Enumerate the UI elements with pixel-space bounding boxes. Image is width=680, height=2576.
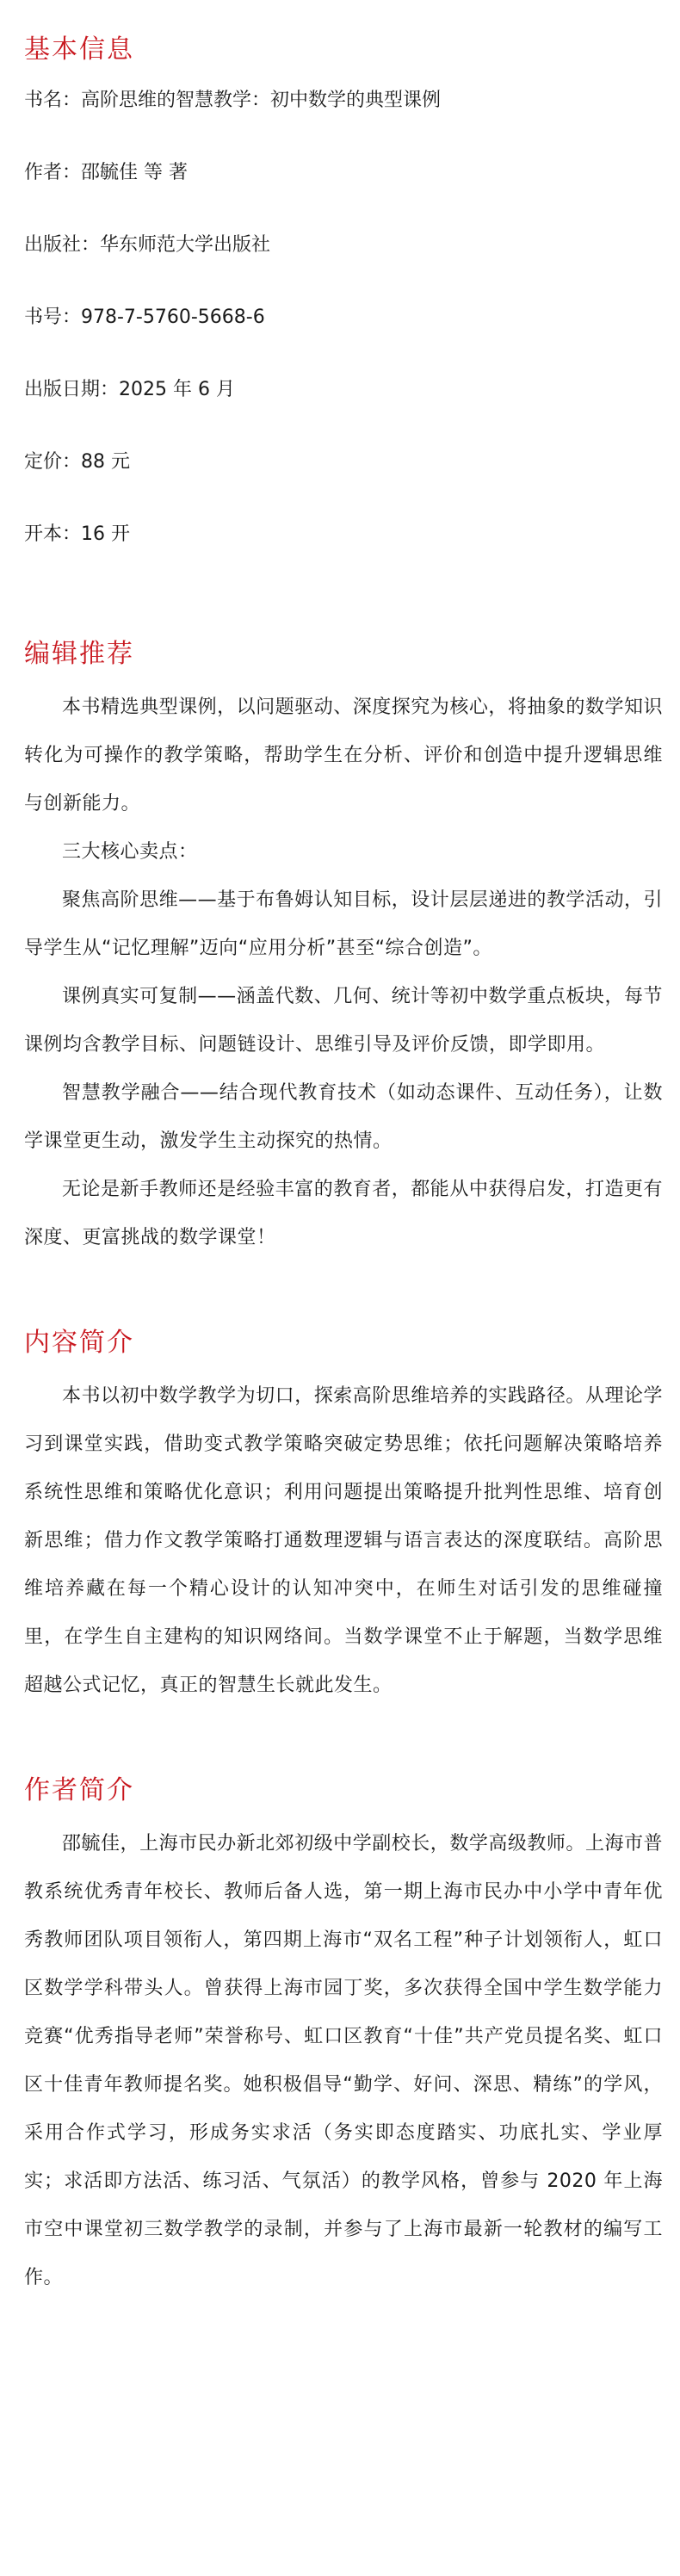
content-summary-body bbox=[24, 1372, 663, 1710]
editor-paragraph: 聚焦高阶思维——基于布鲁姆认知目标，设计层层递进的教学活动，引导学生从“记忆理解”迈向“应用分析”甚至“综合创造”。 bbox=[24, 889, 663, 959]
content-summary-section bbox=[24, 1326, 663, 1710]
editor-paragraph: 智慧教学融合——结合现代教育技术（如动态课件、互动任务），让数学课堂更生动，激发学生主动探究的热情。 bbox=[24, 1082, 663, 1152]
price-line: 定价：88 元 bbox=[24, 451, 130, 473]
author-line: 作者：邵毓佳 等 著 bbox=[24, 162, 188, 183]
author-bio-section bbox=[24, 1774, 663, 2302]
basic-info-section bbox=[24, 0, 663, 548]
editor-paragraph: 无论是新手教师还是经验丰富的教育者，都能从中获得启发，打造更有深度、更富挑战的数学课堂！ bbox=[24, 1179, 663, 1248]
basic-info-heading: 基本信息 bbox=[24, 34, 134, 65]
book-title-line: 书名：高阶思维的智慧教学：初中数学的典型课例 bbox=[24, 90, 442, 111]
publisher-line: 出版社：华东师范大学出版社 bbox=[24, 234, 271, 256]
author-bio-heading: 作者简介 bbox=[24, 1775, 134, 1805]
content-summary-heading: 内容简介 bbox=[24, 1328, 134, 1358]
editor-recommendation-section bbox=[24, 637, 663, 1262]
content-paragraph: 本书以初中数学教学为切口，探索高阶思维培养的实践路径。从理论学习到课堂实践，借助变式教学策略突破定势思维；依托问题解决策略培养系统性思维和策略优化意识；利用问题提出策略提升批判性思维、培育创新思维；借力作文教学策略打通数理逻辑与语言表达的深度联结。高阶思维培养藏在每一个精心设计的认知冲突中，在师生对话引发的思维碰撞里，在学生自主建构的知识网络间。当数学课堂不止于解题，当数学思维超越公式记忆，真正的智慧生长就此发生。 bbox=[24, 1385, 663, 1696]
editor-recommendation-body bbox=[24, 684, 663, 1262]
editor-paragraph: 本书精选典型课例，以问题驱动、深度探究为核心，将抽象的数学知识转化为可操作的教学策略，帮助学生在分析、评价和创造中提升逻辑思维与创新能力。 bbox=[24, 697, 663, 814]
format-line: 开本：16 开 bbox=[24, 523, 130, 545]
editor-paragraph: 课例真实可复制——涵盖代数、几何、统计等初中数学重点板块，每节课例均含教学目标、问题链设计、思维引导及评价反馈，即学即用。 bbox=[24, 986, 663, 1056]
author-bio-body bbox=[24, 1820, 663, 2302]
isbn-line: 书号：978-7-5760-5668-6 bbox=[24, 307, 265, 328]
editor-recommendation-heading: 编辑推荐 bbox=[24, 639, 134, 669]
basic-info-list bbox=[24, 88, 663, 548]
author-paragraph: 邵毓佳，上海市民办新北郊初级中学副校长，数学高级教师。上海市普教系统优秀青年校长、教师后备人选，第一期上海市民办中小学中青年优秀教师团队项目领衔人，第四期上海市“双名工程”种子计划领衔人，虹口区数学学科带头人。曾获得上海市园丁奖，多次获得全国中学生数学能力竞赛“优秀指导老师”荣誉称号、虹口区教育“十佳”共产党员提名奖、虹口区十佳青年教师提名奖。她积极倡导“勤学、好问、深思、精练”的学风，采用合作式学习，形成务实求活（务实即态度踏实、功底扎实、学业厚实；求活即方法活、练习活、气氛活）的教学风格，曾参与 2020 年上海市空中课堂初三数学教学的录制，并参与了上海市最新一轮教材的编写工作。 bbox=[24, 1833, 663, 2288]
editor-paragraph: 三大核心卖点： bbox=[62, 841, 198, 863]
publish-date-line: 出版日期：2025 年 6 月 bbox=[24, 379, 235, 400]
